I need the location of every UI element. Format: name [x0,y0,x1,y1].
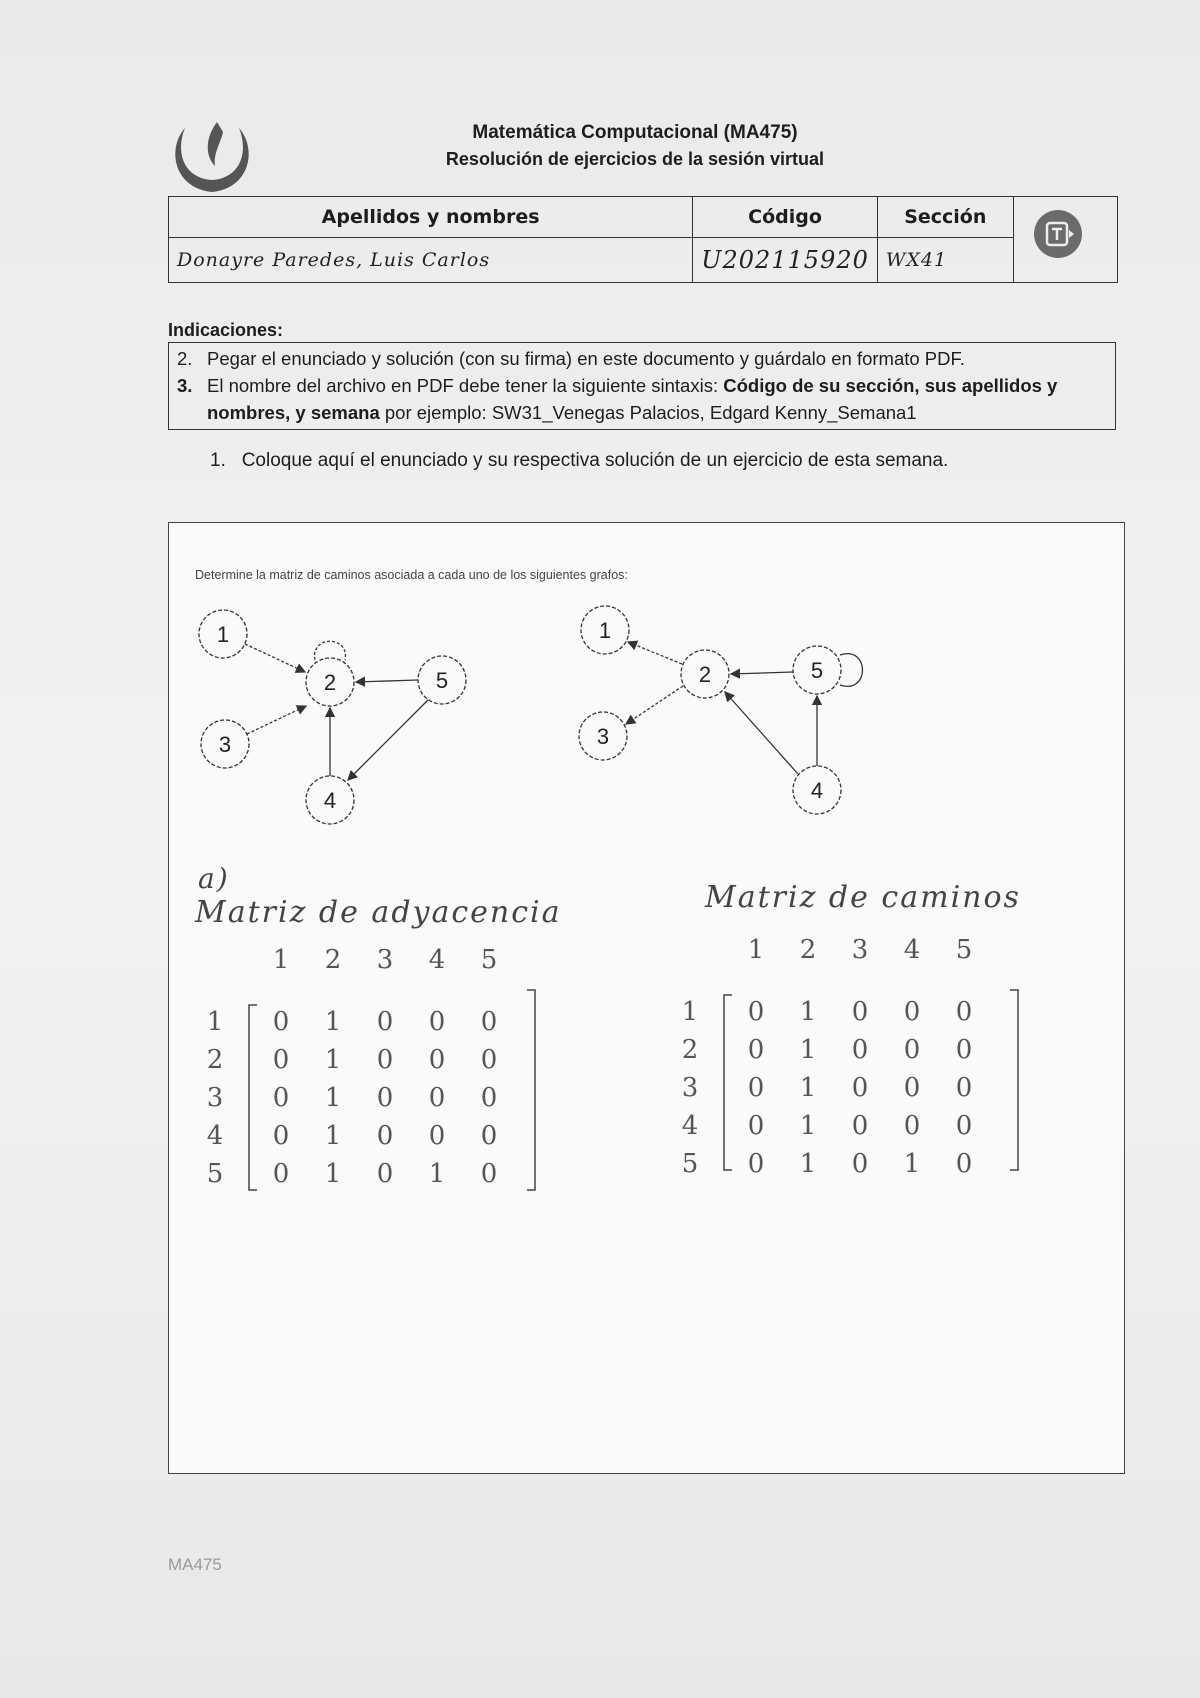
adjacency-cell: 0 [376,1121,394,1151]
adjacency-cell: 1 [324,1007,342,1037]
adjacency-cell: 0 [428,1121,446,1151]
adjacency-cell: 1 [324,1045,342,1075]
adjacency-cell: 0 [272,1159,290,1189]
path-cell: 0 [955,997,973,1027]
graph-b [570,600,900,840]
adjacency-row [255,1083,515,1113]
names-header: Apellidos y nombres [169,197,693,238]
indication-2: Pegar el enunciado y solución (con su firma) en este documento y guárdalo en formato PDF. [207,348,965,369]
path-cell: 0 [903,1073,921,1103]
adjacency-row [255,1007,515,1037]
adjacency-row-header: 3 [206,1083,224,1113]
adjacency-cell: 0 [376,1159,394,1189]
path-cell: 0 [851,1073,869,1103]
adjacency-row [255,1121,515,1151]
indications-label: Indicaciones: [168,320,284,340]
path-cell: 0 [851,1035,869,1065]
path-cell: 0 [955,1073,973,1103]
path-row [730,1111,990,1141]
path-cell: 1 [799,1035,817,1065]
adjacency-row-header: 1 [206,1007,224,1037]
teams-t-icon [1030,208,1086,260]
path-cell: 0 [747,1073,765,1103]
part-a-label: a) [198,862,230,895]
adjacency-cell: 0 [272,1083,290,1113]
path-column-headers [730,935,990,965]
path-matrix [681,935,1020,1195]
path-cell: 1 [903,1149,921,1179]
graph-a-label-2: 2 [323,670,337,695]
graph-a [190,600,490,840]
section-header: Sección [877,197,1013,238]
graph-b-label-1: 1 [598,618,612,643]
graph-a-label-4: 4 [323,788,337,813]
adjacency-cell: 0 [272,1007,290,1037]
path-col-header: 3 [851,935,869,965]
path-row-header: 4 [681,1111,699,1141]
adjacency-col-header: 1 [272,945,290,975]
adjacency-col-header: 3 [376,945,394,975]
path-row-header: 1 [681,997,699,1027]
adjacency-cell: 0 [480,1121,498,1151]
graph-b-label-2: 2 [698,662,712,687]
adjacency-title: Matriz de adyacencia [195,895,562,930]
path-cell: 0 [903,1035,921,1065]
path-row [730,1149,990,1179]
adjacency-matrix [206,945,545,1205]
adjacency-col-header: 2 [324,945,342,975]
path-cell: 0 [955,1035,973,1065]
path-cell: 0 [851,997,869,1027]
path-col-header: 4 [903,935,921,965]
indication-3-example: por ejemplo: SW31_Venegas Palacios, Edgard Kenny_Semana1 [379,402,917,423]
adjacency-cell: 0 [480,1159,498,1189]
path-cell: 0 [851,1149,869,1179]
adjacency-cell: 1 [324,1083,342,1113]
item-2-number: 2. [177,348,193,369]
adjacency-cell: 0 [480,1007,498,1037]
question-text: Coloque aquí el enunciado y su respectiva solución de un ejercicio de esta semana. [241,450,949,471]
adjacency-cell: 0 [376,1045,394,1075]
student-section: WX41 [877,238,1013,283]
graph-a-label-1: 1 [216,622,230,647]
indication-3 [207,372,1107,426]
document-title [400,120,870,172]
student-code: U202115920 [693,238,878,283]
adjacency-row-header: 4 [206,1121,224,1151]
adjacency-col-header: 4 [428,945,446,975]
adjacency-cell: 0 [376,1083,394,1113]
path-cell: 0 [955,1149,973,1179]
footer-code: MA475 [168,1555,222,1574]
path-cell: 0 [955,1111,973,1141]
path-cell: 0 [747,1111,765,1141]
adjacency-cell: 1 [324,1159,342,1189]
adjacency-cell: 0 [272,1121,290,1151]
path-row [730,1035,990,1065]
path-cell: 0 [903,1111,921,1141]
question-1 [210,450,948,472]
session-subtitle: Resolución de ejercicios de la sesión virtual [445,149,825,169]
indication-3-bold: Código de su sección, sus apellidos y nombres, y semana [207,375,1058,423]
question-number: 1. [210,450,226,471]
adjacency-cell: 0 [376,1007,394,1037]
indication-3-text: El nombre del archivo en PDF debe tener la siguiente sintaxis: [207,375,724,396]
path-cell: 0 [851,1111,869,1141]
adjacency-row [255,1045,515,1075]
path-row [730,1073,990,1103]
adjacency-cell: 0 [428,1083,446,1113]
path-col-header: 2 [799,935,817,965]
adjacency-row-header: 5 [206,1159,224,1189]
adjacency-cell: 0 [480,1045,498,1075]
student-name: Donayre Paredes, Luis Carlos [169,238,693,283]
item-3-number: 3. [177,375,193,396]
path-cell: 0 [747,1149,765,1179]
path-cell: 0 [747,1035,765,1065]
student-info-table [168,196,1118,283]
code-header: Código [693,197,878,238]
path-row-header: 3 [681,1073,699,1103]
exercise-statement: Determine la matriz de caminos asociada a cada uno de los siguientes grafos: [195,568,628,582]
adjacency-cell: 0 [428,1045,446,1075]
course-title: Matemática Computacional (MA475) [472,122,798,143]
path-col-header: 5 [955,935,973,965]
path-cell: 1 [799,1073,817,1103]
adjacency-row [255,1159,515,1189]
adjacency-col-header: 5 [480,945,498,975]
path-row-header: 2 [681,1035,699,1065]
graph-b-label-5: 5 [810,658,824,683]
adjacency-row-header: 2 [206,1045,224,1075]
path-row [730,997,990,1027]
adjacency-cell: 0 [428,1007,446,1037]
path-col-header: 1 [747,935,765,965]
path-cell: 1 [799,997,817,1027]
university-logo [165,118,260,198]
adjacency-cell: 0 [272,1045,290,1075]
adjacency-cell: 1 [324,1121,342,1151]
path-row-header: 5 [681,1149,699,1179]
path-cell: 0 [747,997,765,1027]
paths-title: Matriz de caminos [705,880,1021,915]
graph-a-label-5: 5 [435,668,449,693]
graph-b-label-4: 4 [810,778,824,803]
adjacency-column-headers [255,945,515,975]
graph-a-label-3: 3 [218,732,232,757]
graph-b-label-3: 3 [596,724,610,749]
indications-box [168,342,1116,430]
path-cell: 0 [903,997,921,1027]
adjacency-cell: 1 [428,1159,446,1189]
adjacency-cell: 0 [480,1083,498,1113]
path-cell: 1 [799,1111,817,1141]
path-cell: 1 [799,1149,817,1179]
